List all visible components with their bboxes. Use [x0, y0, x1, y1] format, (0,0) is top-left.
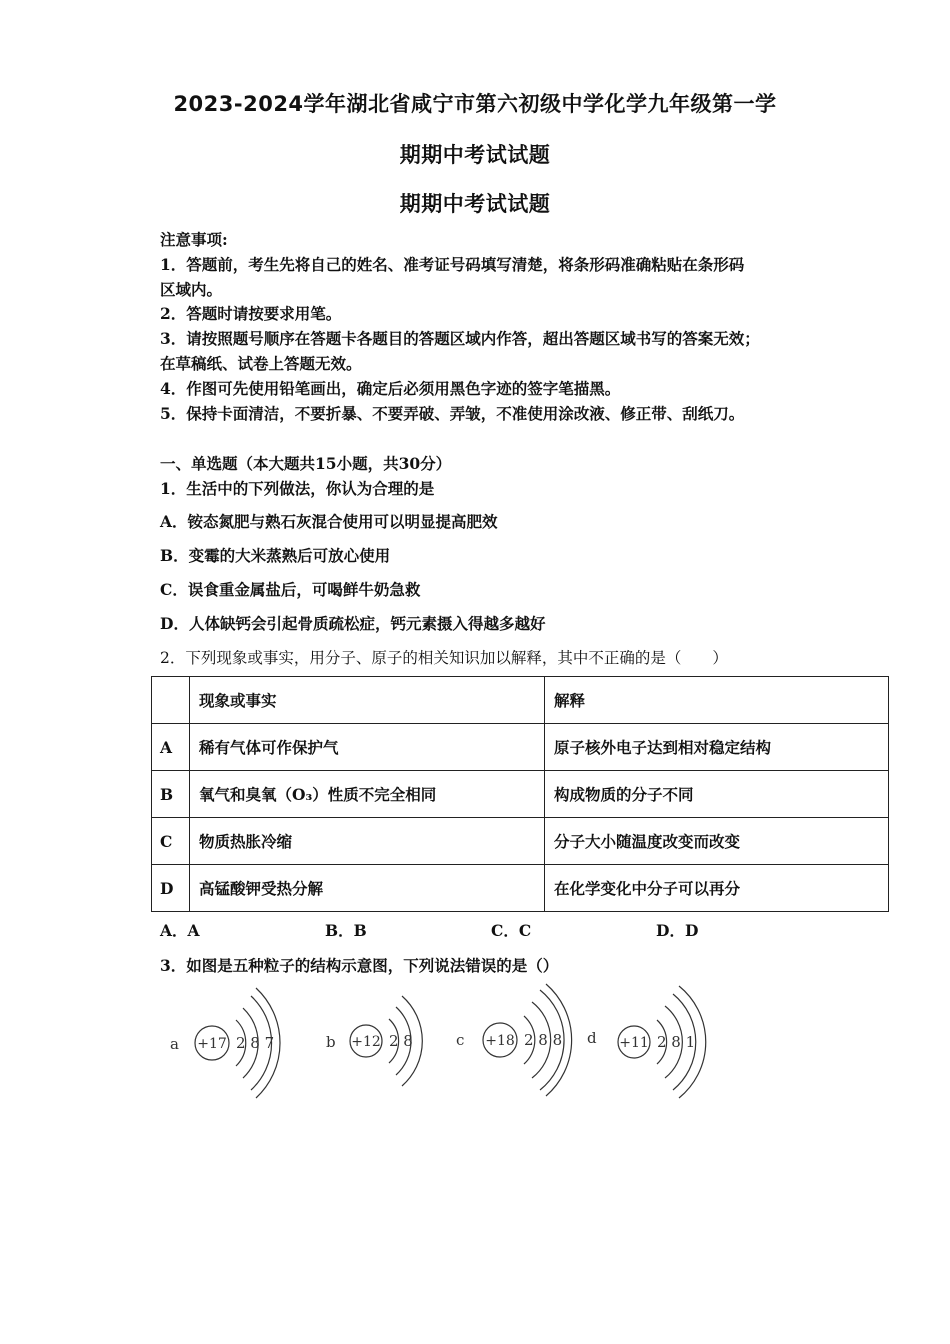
- table-cell: B: [152, 771, 190, 818]
- q1-option-c: C．误食重金属盐后，可喝鲜牛奶急救: [160, 580, 421, 599]
- electron-counts-d: 2 8 1: [657, 1033, 696, 1051]
- table-row: [152, 818, 889, 865]
- q1-option-d: D．人体缺钙会引起骨质疏松症，钙元素摄入得越多越好: [160, 614, 546, 633]
- table-cell: 在化学变化中分子可以再分: [545, 865, 889, 912]
- q2-stem: 2．下列现象或事实，用分子、原子的相关知识加以解释，其中不正确的是（ ）: [160, 649, 728, 667]
- electron-counts-b: 2 8: [389, 1032, 413, 1050]
- table-row: [152, 865, 889, 912]
- title-line-1: 2023-2024学年湖北省咸宁市第六初级中学化学九年级第一学: [173, 92, 777, 116]
- table-header-phenomenon: 现象或事实: [190, 677, 545, 724]
- q2-option-a: A．A: [160, 921, 200, 940]
- table-cell: 物质热胀冷缩: [190, 818, 545, 865]
- table-cell: 高锰酸钾受热分解: [190, 865, 545, 912]
- table-cell: 分子大小随温度改变而改变: [545, 818, 889, 865]
- q2-option-c: C．C: [491, 921, 532, 940]
- q3-stem: 3．如图是五种粒子的结构示意图，下列说法错误的是（）: [160, 956, 559, 975]
- nucleus-charge-a: +17: [197, 1036, 227, 1052]
- q1-option-a: A．铵态氮肥与熟石灰混合使用可以明显提高肥效: [160, 512, 498, 531]
- particle-label-d: d: [587, 1029, 597, 1047]
- q2-option-b: B．B: [325, 921, 367, 940]
- q2-table: [151, 676, 889, 912]
- table-cell: 氧气和臭氧（O₃）性质不完全相同: [190, 771, 545, 818]
- notice-heading: 注意事项:: [160, 230, 228, 249]
- table-cell: A: [152, 724, 190, 771]
- nucleus-charge-d: +11: [619, 1035, 649, 1051]
- table-row: [152, 724, 889, 771]
- q1-stem: 1．生活中的下列做法，你认为合理的是: [160, 479, 435, 498]
- electron-counts-a: 2 8 7: [236, 1034, 275, 1052]
- electron-counts-c: 2 8 8: [524, 1031, 563, 1049]
- particle-label-c: c: [456, 1031, 465, 1049]
- table-cell: [152, 677, 190, 724]
- table-cell: 稀有气体可作保护气: [190, 724, 545, 771]
- title-line-3: 期期中考试试题: [399, 192, 551, 216]
- q2-option-d: D．D: [656, 921, 699, 940]
- table-header-explanation: 解释: [545, 677, 889, 724]
- table-cell: D: [152, 865, 190, 912]
- notice-line: 在草稿纸、试卷上答题无效。: [160, 354, 362, 373]
- notice-line: 5．保持卡面清洁，不要折暴、不要弄破、弄皱，不准使用涂改液、修正带、刮纸刀。: [160, 404, 745, 423]
- nucleus-charge-b: +12: [351, 1034, 381, 1050]
- table-cell: 原子核外电子达到相对稳定结构: [545, 724, 889, 771]
- particle-label-b: b: [326, 1033, 336, 1051]
- notice-line: 2．答题时请按要求用笔。: [160, 304, 342, 323]
- table-cell: 构成物质的分子不同: [545, 771, 889, 818]
- notice-line: 3．请按照题号顺序在答题卡各题目的答题区域内作答，超出答题区域书写的答案无效；: [160, 329, 760, 348]
- title-line-2: 期期中考试试题: [399, 143, 551, 167]
- table-cell: C: [152, 818, 190, 865]
- table-header-row: [152, 677, 889, 724]
- notice-line: 区域内。: [160, 280, 223, 299]
- nucleus-charge-c: +18: [485, 1033, 515, 1049]
- section-heading: 一、单选题（本大题共15小题，共30分）: [160, 454, 452, 473]
- notice-line: 1．答题前，考生先将自己的姓名、准考证号码填写清楚，将条形码准确粘贴在条形码: [160, 255, 745, 274]
- atom-structure-diagrams: [160, 980, 720, 1105]
- q1-option-b: B．变霉的大米蒸熟后可放心使用: [160, 546, 391, 565]
- particle-label-a: a: [170, 1035, 179, 1053]
- notice-line: 4．作图可先使用铅笔画出，确定后必须用黑色字迹的签字笔描黑。: [160, 379, 621, 398]
- table-row: [152, 771, 889, 818]
